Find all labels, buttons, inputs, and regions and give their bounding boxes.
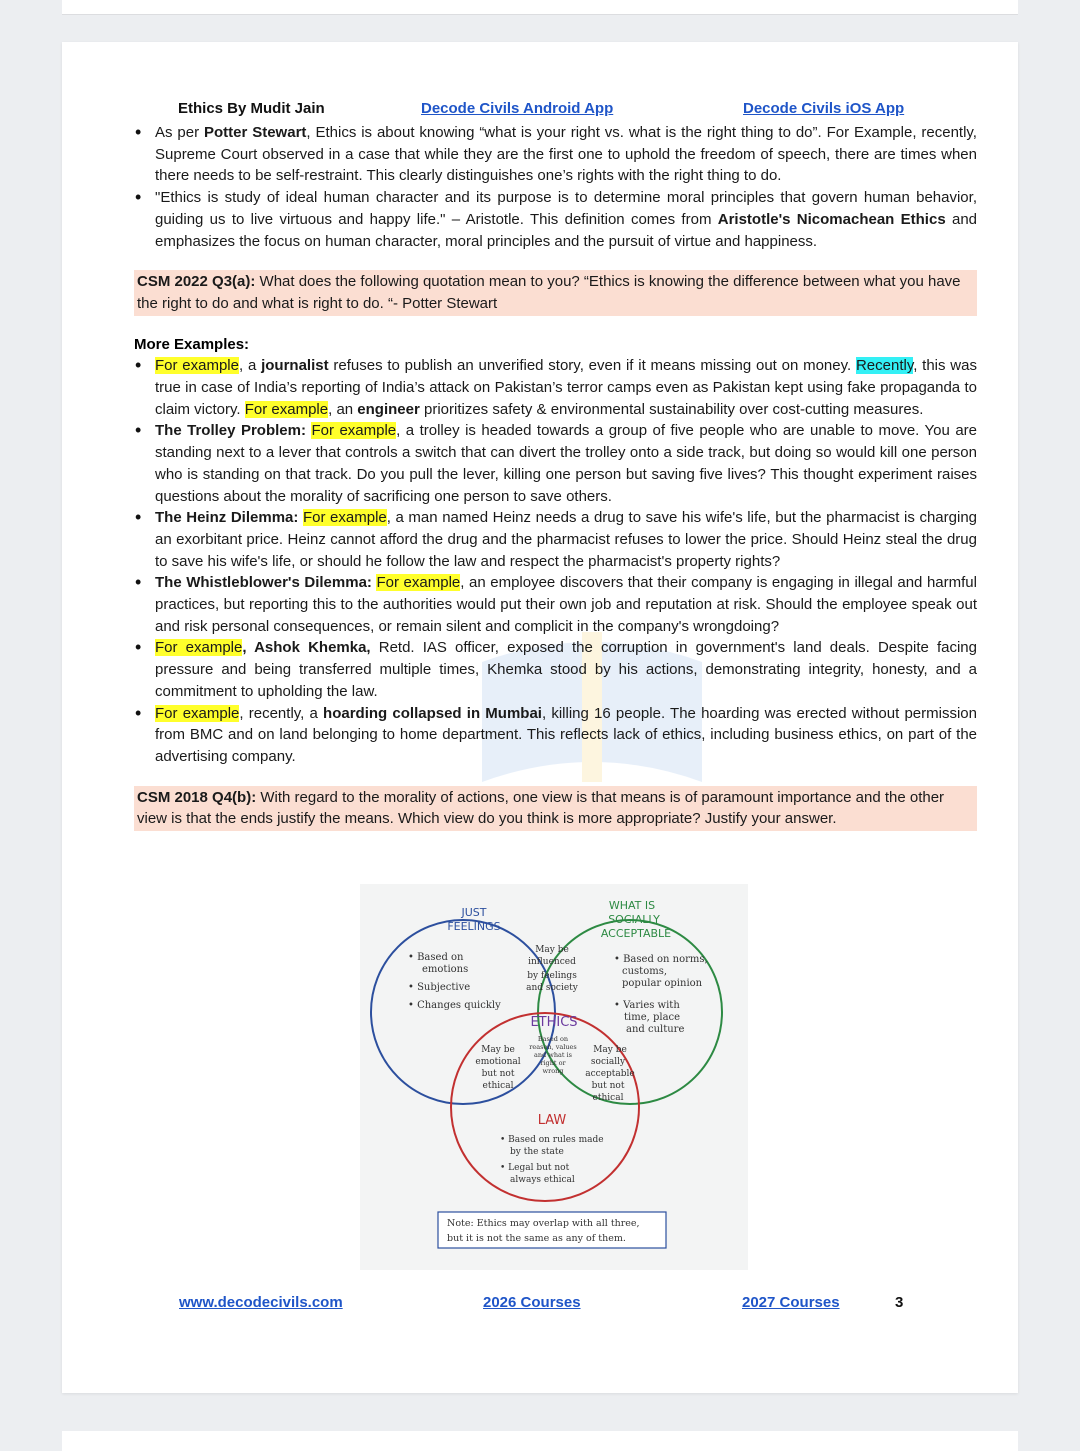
question-text: What does the following quotation mean to you? “Ethics is knowing the difference between what you have the right to do and what is right to do. “- Potter Stewart xyxy=(137,273,961,312)
fl-overlap-text: ethical xyxy=(482,1081,514,1091)
website-link[interactable]: www.decodecivils.com xyxy=(179,1294,343,1311)
ethics-venn-diagram xyxy=(360,884,748,1270)
question-box-2022 xyxy=(134,270,977,315)
fs-overlap-text: influenced xyxy=(528,957,576,967)
note-text: Note: Ethics may overlap with all three, xyxy=(447,1218,640,1229)
example-journalist: • For example, a journalist refuses to publish an unverified story, even if it means missing out on money. Recently, this was true in case of India’s reporting of India’s attack on Pakistan’s terror camps even as Pakistan kept using fake propaganda to claim victory. For example, an engineer prioritizes safety & environmental sustainability over cost-cutting measures. xyxy=(155,355,977,420)
example-heinz: • The Heinz Dilemma: For example, a man named Heinz needs a drug to save his wife's life, but the pharmacist is charging an exorbitant price. Heinz cannot afford the drug and the pharmacist refuses to lower the price. Should Heinz steal the drug to save his wife's life, or should he follow the law and respect the pharmacist's property rights? xyxy=(155,507,977,572)
sl-overlap-text: acceptable xyxy=(585,1069,635,1079)
law-point: • Based on rules made xyxy=(500,1135,604,1145)
social-point: customs, xyxy=(622,966,668,977)
fl-overlap-text: but not xyxy=(481,1069,515,1079)
more-examples-title: More Examples: xyxy=(134,335,250,353)
ethics-desc: wrong xyxy=(542,1067,564,1075)
sl-overlap-text: ethical xyxy=(592,1093,624,1103)
fs-overlap-text: and society xyxy=(526,983,578,993)
question-label: CSM 2018 Q4(b): xyxy=(137,788,257,806)
header-author: Ethics By Mudit Jain xyxy=(178,100,325,117)
intro-bullet-potter: • As per Potter Stewart, Ethics is about knowing “what is your right vs. what is the right thing to do”. For Example, recently, Supreme Court observed in a case that while they are the first one to uphold the freedom of speech, there are times when there needs to be self-restraint. This clearly distinguishes one’s rights with the right thing to do. xyxy=(155,122,977,187)
courses-2027-link[interactable]: 2027 Courses xyxy=(742,1294,840,1311)
social-point: • Based on norms, xyxy=(614,954,708,965)
ethics-desc: right or xyxy=(540,1059,566,1067)
page-number: 3 xyxy=(895,1294,904,1311)
feelings-title-1: JUST xyxy=(461,906,487,919)
example-whistleblower: • The Whistleblower's Dilemma: For example, an employee discovers that their company is engaging in illegal and harmful practices, but reporting this to the authorities would put their own job and reputation at risk. Should the employee speak out and risk personal consequences, or remain silent and complicit in the company's wrongdoing? xyxy=(155,572,977,637)
feelings-title-2: FEELINGS xyxy=(447,920,501,933)
question-label: CSM 2022 Q3(a): xyxy=(137,273,256,291)
question-text: With regard to the morality of actions, one view is that means is of paramount importance and the other view is that the ends justify the means. Which view do you think is more appropriate? Justify your answer. xyxy=(137,788,945,828)
previous-page-edge xyxy=(62,0,1018,15)
social-point: time, place xyxy=(624,1012,681,1023)
page-header xyxy=(134,100,977,122)
next-page-edge xyxy=(62,1431,1018,1451)
social-point: popular opinion xyxy=(622,978,703,989)
page-content xyxy=(134,100,977,831)
law-point: always ethical xyxy=(510,1175,575,1185)
example-hoarding: • For example, recently, a hoarding collapsed in Mumbai, killing 16 people. The hoarding was erected without permission from BMC and on land belonging to home department. This reflects lack of ethics, including business ethics, on part of the advertising company. xyxy=(155,703,977,768)
courses-2026-link[interactable]: 2026 Courses xyxy=(483,1294,581,1311)
venn-svg xyxy=(360,884,748,1270)
feelings-point: • Based on xyxy=(408,952,464,963)
examples-list xyxy=(134,355,977,767)
fl-overlap-text: emotional xyxy=(475,1057,521,1067)
social-title-3: ACCEPTABLE xyxy=(600,927,672,940)
page-footer xyxy=(62,1294,1018,1316)
fs-overlap-text: May be xyxy=(535,945,569,955)
fs-overlap-text: by feelings xyxy=(527,971,577,981)
question-box-2018 xyxy=(134,786,977,831)
law-title: LAW xyxy=(537,1113,567,1128)
feelings-point: emotions xyxy=(422,964,469,975)
ethics-desc: Based on xyxy=(537,1035,569,1043)
social-title-1: WHAT IS xyxy=(608,899,656,912)
sl-overlap-text: May be xyxy=(593,1045,627,1055)
ethics-title: ETHICS xyxy=(530,1015,578,1030)
ios-app-link[interactable]: Decode Civils iOS App xyxy=(743,100,905,117)
feelings-circle xyxy=(371,920,555,1104)
fl-overlap-text: May be xyxy=(481,1045,515,1055)
social-point: • Varies with xyxy=(614,1000,680,1011)
social-point: and culture xyxy=(626,1024,685,1035)
example-khemka: • For example, Ashok Khemka, Retd. IAS officer, exposed the corruption in government's land deals. Despite facing pressure and being transferred multiple times, Khemka stood by his actions, demonstrating integrity, honesty, and a commitment to upholding the law. xyxy=(155,637,977,702)
intro-bullets xyxy=(134,122,977,252)
intro-bullet-aristotle: • "Ethics is study of ideal human character and its purpose is to determine moral principles that govern human behavior, guiding us to live virtuous and happy life." – Aristotle. This definition comes from Aristotle's Nicomachean Ethics and emphasizes the focus on human character, moral principles and the pursuit of virtue and happiness. xyxy=(155,187,977,252)
document-page xyxy=(62,42,1018,1393)
example-trolley: • The Trolley Problem: For example, a trolley is headed towards a group of five people who are unable to move. You are standing next to a lever that controls a switch that can divert the trolley onto a side track, but doing so would kill one person who is standing on that track. Do you pull the lever, killing one person but saving five lives? This thought experiment raises questions about the morality of sacrificing one person to save others. xyxy=(155,420,977,507)
ethics-desc: and what is xyxy=(533,1051,573,1059)
ethics-desc: reason, values xyxy=(529,1043,577,1051)
note-text: but it is not the same as any of them. xyxy=(447,1233,626,1244)
sl-overlap-text: but not xyxy=(591,1081,625,1091)
feelings-point: • Subjective xyxy=(408,982,471,993)
feelings-point: • Changes quickly xyxy=(408,1000,501,1011)
law-point: by the state xyxy=(510,1147,564,1157)
law-point: • Legal but not xyxy=(500,1163,570,1173)
android-app-link[interactable]: Decode Civils Android App xyxy=(421,100,614,117)
social-title-2: SOCIALLY xyxy=(608,913,660,926)
sl-overlap-text: socially xyxy=(590,1057,626,1067)
